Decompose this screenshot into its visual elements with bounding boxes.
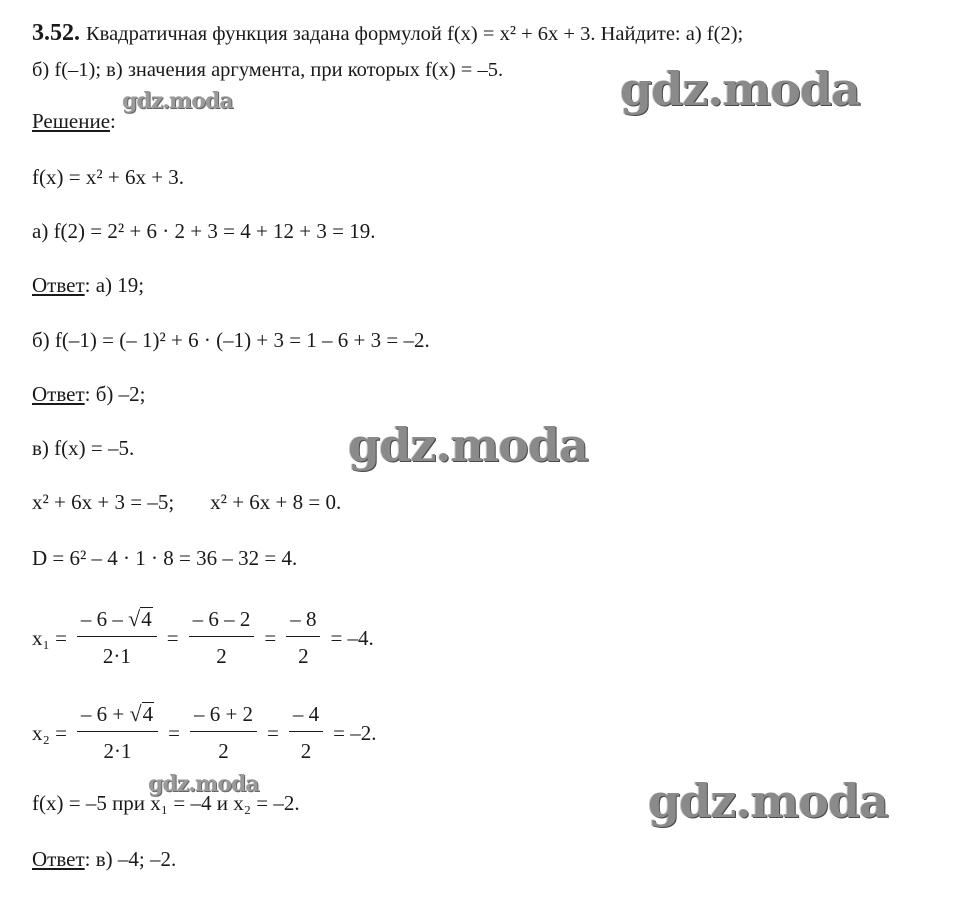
- x1-fraction-3: [286, 606, 320, 669]
- quadratic-equation-line: [32, 489, 341, 515]
- answer-label: Ответ: [32, 273, 85, 297]
- problem-statement-line-2: б) f(–1); в) значения аргумента, при которых f(x) = –5.: [32, 59, 504, 81]
- watermark: gdz.moda: [148, 771, 259, 797]
- equals-sign: =: [166, 625, 179, 650]
- part-c-condition: в) f(x) = –5.: [32, 436, 135, 460]
- x1-f1-denominator: 2·1: [102, 644, 131, 669]
- sqrt-sign: √ 4: [129, 701, 154, 726]
- x1-f1-numerator: – 6 –: [80, 607, 123, 631]
- part-a-calculation: а) f(2) = 2² + 6 · 2 + 3 = 4 + 12 + 3 = 19.: [32, 219, 376, 243]
- solution-label: Решение: [32, 109, 111, 133]
- x2-f1-radicand: 4: [142, 702, 154, 726]
- part-b-answer: [32, 381, 146, 407]
- x1-f2-denominator: 2: [216, 644, 227, 669]
- x1-fraction-2: [189, 606, 255, 669]
- answer-label: Ответ: [32, 847, 85, 871]
- equals-sign: =: [168, 720, 180, 745]
- x1-variable: x₁ =: [32, 625, 67, 650]
- watermark: gdz.moda: [122, 88, 233, 114]
- x1-f3-denominator: 2: [298, 644, 309, 669]
- sqrt-sign: √ 4: [128, 606, 152, 631]
- part-b-calculation: б) f(–1) = (– 1)² + 6 · (–1) + 3 = 1 – 6 + 3 = –2.: [32, 328, 430, 352]
- solution-heading: [32, 108, 116, 134]
- final-statement: f(x) = –5 при x₁ = –4 и x₂ = –2.: [32, 791, 300, 815]
- problem-statement-line-1: [32, 20, 743, 47]
- x1-result: = –4.: [330, 625, 374, 650]
- equals-sign: =: [267, 720, 279, 745]
- x2-f1-numerator: – 6 +: [80, 702, 125, 726]
- equation-left: x² + 6x + 3 = –5;: [32, 490, 175, 514]
- problem-number: 3.52.: [32, 20, 80, 46]
- equation-right: x² + 6x + 8 = 0.: [210, 490, 342, 514]
- x2-fraction-3: [289, 701, 323, 764]
- x2-f3-numerator: – 4: [292, 702, 320, 726]
- watermark: gdz.moda: [620, 62, 860, 116]
- answer-text: : а) 19;: [84, 273, 145, 297]
- watermark: gdz.moda: [348, 418, 588, 472]
- x2-f3-denominator: 2: [300, 739, 312, 764]
- part-a-answer: [32, 272, 144, 298]
- problem-text-1: Квадратичная функция задана формулой f(x) = x² + 6x + 3. Найдите: а) f(2);: [86, 23, 744, 45]
- x2-f2-denominator: 2: [218, 739, 229, 764]
- x1-f2-numerator: – 6 – 2: [192, 607, 251, 631]
- answer-label: Ответ: [32, 382, 85, 406]
- answer-text: : б) –2;: [84, 382, 146, 406]
- x2-fraction-1: [77, 701, 158, 764]
- discriminant-line: D = 6² – 4 · 1 · 8 = 36 – 32 = 4.: [32, 546, 298, 570]
- x2-variable: x₂ =: [32, 720, 67, 745]
- x2-f2-numerator: – 6 + 2: [193, 702, 254, 726]
- x2-formula: [32, 701, 376, 764]
- x1-formula: [32, 606, 374, 669]
- watermark: gdz.moda: [648, 774, 888, 828]
- equals-sign: =: [264, 625, 277, 650]
- x1-fraction-1: [77, 606, 157, 669]
- x2-f1-denominator: 2·1: [103, 739, 132, 764]
- x1-f3-numerator: – 8: [290, 607, 317, 631]
- x2-result: = –2.: [333, 720, 377, 745]
- solution-colon: :: [110, 109, 116, 133]
- x2-fraction-2: [190, 701, 257, 764]
- x1-f1-radicand: 4: [141, 607, 152, 631]
- function-line: f(x) = x² + 6x + 3.: [32, 165, 185, 189]
- answer-text: : в) –4; –2.: [84, 847, 177, 871]
- part-c-answer: [32, 846, 176, 872]
